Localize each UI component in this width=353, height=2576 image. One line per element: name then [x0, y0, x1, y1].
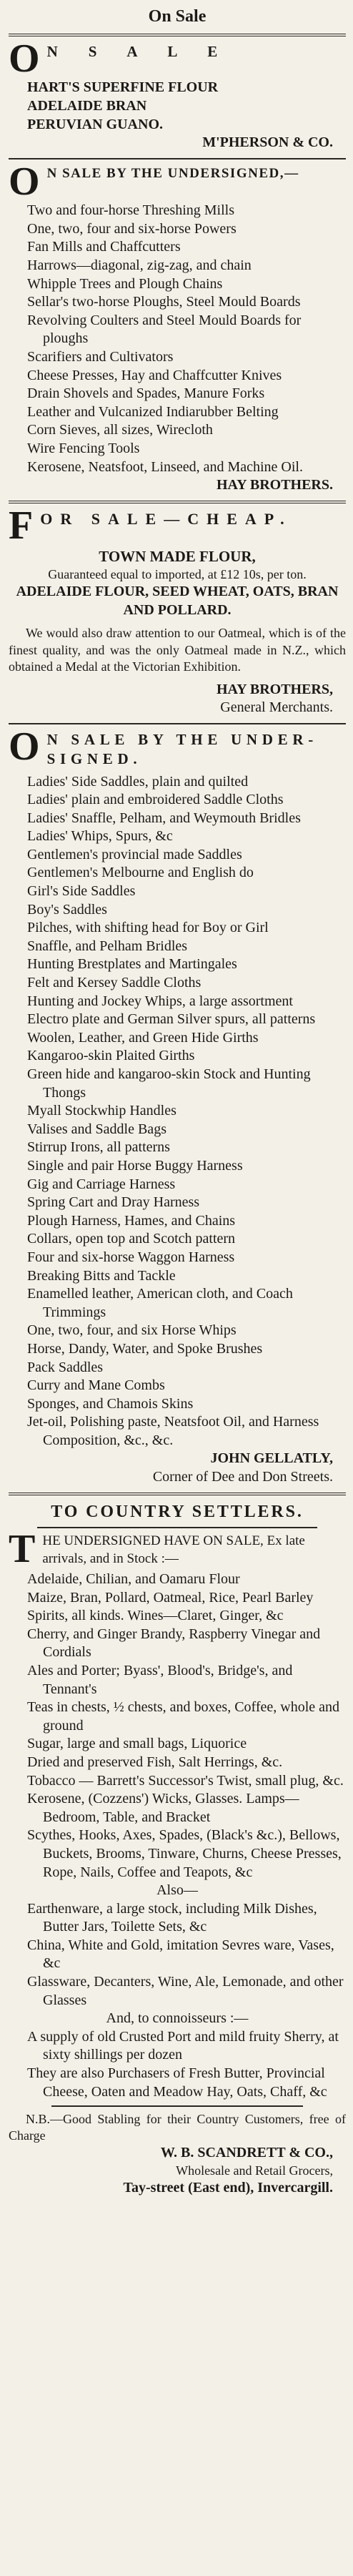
list-item: Gentlemen's Melbourne and English do [27, 865, 254, 881]
list-item: ADELAIDE BRAN [27, 97, 147, 114]
list-item: Kangaroo-skin Plaited Girths [27, 1048, 195, 1064]
ad-hay-brothers-machinery [9, 159, 346, 495]
ad-signature-address: Tay-street (East end), Invercargill. [123, 2179, 333, 2196]
divider [9, 1493, 346, 1495]
list-item: They are also Purchasers of Fresh Butter, Provincial Cheese, Oaten and Meadow Hay, Oats, Chaff, &c [27, 2065, 327, 2100]
list-item: Adelaide, Chilian, and Oamaru Flour [27, 1571, 240, 1587]
list-item: Four and six-horse Waggon Harness [27, 1249, 235, 1265]
list-item: Earthenware, a large stock, including Milk Dishes, Butter Jars, Toilette Sets, &c [27, 1900, 317, 1935]
list-item: Kerosene, (Cozzens') Wicks, Glasses. Lamps—Bedroom, Table, and Bracket [27, 1791, 299, 1825]
list-item: Also— [156, 1882, 198, 1899]
list-item: PERUVIAN GUANO. [27, 116, 163, 132]
list-item: Cheese Presses, Hay and Chaffcutter Knives [27, 367, 282, 383]
list-item: And, to connoisseurs :— [106, 2010, 249, 2027]
list-item: Ladies' plain and embroidered Saddle Cloths [27, 792, 284, 808]
list-item: Collars, open top and Scotch pattern [27, 1231, 236, 1247]
ad-signature: W. B. SCANDRETT & CO., [160, 2145, 333, 2161]
ad-john-gellatly [9, 724, 346, 1487]
ad-title: N SALE BY THE UNDER-SIGNED. [46, 730, 319, 767]
list-item: Single and pair Horse Buggy Harness [27, 1157, 243, 1174]
list-item: Teas in chests, ½ chests, and boxes, Coffee, whole and ground [27, 1699, 340, 1734]
list-item: Sponges, and Chamois Skins [27, 1395, 194, 1412]
divider [9, 158, 346, 159]
ad-mpherson [9, 36, 346, 152]
column-header: On Sale [148, 7, 207, 26]
divider [9, 723, 346, 724]
list-item: Jet-oil, Polishing paste, Neatsfoot Oil, and Harness Composition, &c., &c. [27, 1414, 319, 1448]
ad-intro: HE UNDERSIGNED HAVE ON SALE, Ex late arrivals, and in Stock :— [42, 1533, 305, 1566]
dropcap: O [9, 724, 40, 769]
list-item: Valises and Saddle Bags [27, 1121, 166, 1137]
list-item: Hunting Brestplates and Martingales [27, 956, 237, 973]
list-item: Corn Sieves, all sizes, Wirecloth [27, 422, 213, 438]
list-item: Gig and Carriage Harness [27, 1176, 176, 1192]
list-item: Felt and Kersey Saddle Cloths [27, 975, 202, 991]
list-item: Ladies' Whips, Spurs, &c [27, 828, 173, 845]
list-item: Girl's Side Saddles [27, 883, 136, 900]
list-item: Boy's Saddles [27, 901, 107, 918]
ad-heading: TO COUNTRY SETTLERS. [51, 1502, 304, 1521]
ad-guarantee: Guaranteed equal to imported, at £12 10s, per ton. [48, 567, 307, 582]
list-item: Ales and Porter; Byass', Blood's, Bridge's, and Tennant's [27, 1662, 293, 1697]
list-item: Stirrup Irons, all patterns [27, 1139, 170, 1156]
ad-products: ADELAIDE FLOUR, SEED WHEAT, OATS, BRAN AND POLLARD. [16, 584, 339, 618]
list-item: Woolen, Leather, and Green Hide Girths [27, 1029, 259, 1046]
list-item: Maize, Bran, Pollard, Oatmeal, Rice, Pearl Barley [27, 1589, 314, 1606]
ad-signature-sub: General Merchants. [220, 699, 333, 716]
list-item: Sugar, large and small bags, Liquorice [27, 1736, 247, 1752]
list-item: Whipple Trees and Plough Chains [27, 275, 223, 292]
list-item: Snaffle, and Pelham Bridles [27, 938, 188, 954]
ad-signature-sub: Corner of Dee and Don Streets. [152, 1469, 333, 1485]
list-item: Kerosene, Neatsfoot, Linseed, and Machine Oil. [27, 458, 303, 475]
list-item: Pilches, with shifting head for Boy or Girl [27, 920, 269, 936]
list-item: Plough Harness, Hames, and Chains [27, 1212, 236, 1229]
divider [51, 2105, 303, 2107]
list-item: Ladies' Side Saddles, plain and quilted [27, 773, 249, 790]
dropcap: T [9, 1527, 36, 1572]
ad-signature-sub: Wholesale and Retail Grocers, [176, 2163, 333, 2178]
list-item: A supply of old Crusted Port and mild fruity Sherry, at sixty shillings per dozen [27, 2028, 339, 2063]
ad-for-sale-cheap [9, 503, 346, 717]
list-item: Curry and Mane Combs [27, 1377, 165, 1394]
list-item: Breaking Bitts and Tackle [27, 1267, 176, 1284]
list-item: Glassware, Decanters, Wine, Ale, Lemonade, and other Glasses [27, 1974, 344, 2008]
list-item: One, two, four and six-horse Powers [27, 220, 237, 237]
dropcap: O [9, 159, 40, 204]
list-item: One, two, four, and six Horse Whips [27, 1322, 237, 1339]
list-item: Wire Fencing Tools [27, 441, 140, 456]
ad-paragraph: We would also draw attention to our Oatmeal, which is of the finest quality, and was the only Oatmeal made in N.Z., which obtained a Medal at the Victorian Exhibition. [9, 626, 346, 674]
list-item: Electro plate and German Silver spurs, all patterns [27, 1011, 316, 1028]
list-item: Spirits, all kinds. Wines—Claret, Ginger, &c [27, 1608, 284, 1624]
ad-title: N S A L E [46, 42, 232, 60]
list-item: Hunting and Jockey Whips, a large assortment [27, 993, 293, 1009]
ad-signature: HAY BROTHERS, [216, 681, 333, 697]
list-item: Dried and preserved Fish, Salt Herrings, &c. [27, 1754, 283, 1770]
ad-signature: JOHN GELLATLY, [210, 1450, 333, 1467]
ad-scandrett [9, 1501, 346, 2198]
dropcap: O [9, 36, 40, 81]
ad-subtitle: TOWN MADE FLOUR, [99, 548, 256, 566]
list-item: Tobacco — Barrett's Successor's Twist, small plug, &c. [27, 1772, 344, 1789]
ad-title: OR SALE—CHEAP. [40, 509, 292, 528]
list-item: Fan Mills and Chaffcutters [27, 239, 181, 255]
list-item: Enamelled leather, American cloth, and Coach Trimmings [27, 1286, 293, 1320]
divider [9, 501, 346, 503]
list-item: Gentlemen's provincial made Saddles [27, 846, 242, 862]
list-item: Ladies' Snaffle, Pelham, and Weymouth Bridles [27, 810, 301, 826]
list-item: Scythes, Hooks, Axes, Spades, (Black's &c.), Bellows, Buckets, Brooms, Tinware, Churns, Cheese Presses, Rope, Nails, Coffee and Teapots, &c [27, 1827, 342, 1880]
list-item: Horse, Dandy, Water, and Spoke Brushes [27, 1340, 263, 1357]
divider [9, 34, 346, 36]
dropcap: F [9, 503, 34, 548]
list-item: China, White and Gold, imitation Sevres ware, Vases, &c [27, 1937, 334, 1972]
list-item: HART'S SUPERFINE FLOUR [27, 79, 219, 96]
ad-note: N.B.—Good Stabling for their Country Customers, free of Charge [9, 2112, 346, 2143]
list-item: Green hide and kangaroo-skin Stock and Hunting Thongs [27, 1066, 311, 1101]
list-item: Two and four-horse Threshing Mills [27, 202, 235, 219]
list-item: Leather and Vulcanized Indiarubber Belting [27, 403, 279, 420]
ad-signature: M'PHERSON & CO. [202, 134, 333, 151]
list-item: Pack Saddles [27, 1359, 104, 1375]
list-item: Revolving Coulters and Steel Mould Boards for ploughs [27, 312, 302, 347]
list-item: Cherry, and Ginger Brandy, Raspberry Vinegar and Cordials [27, 1626, 321, 1661]
list-item: Scarifiers and Cultivators [27, 349, 174, 365]
ad-title: N SALE BY THE UNDERSIGNED,— [46, 165, 299, 181]
ad-signature: HAY BROTHERS. [216, 477, 333, 493]
divider [37, 1527, 317, 1528]
list-item: Harrows—diagonal, zig-zag, and chain [27, 257, 252, 274]
list-item: Drain Shovels and Spades, Manure Forks [27, 385, 265, 402]
list-item: Sellar's two-horse Ploughs, Steel Mould Boards [27, 294, 301, 310]
list-item: Spring Cart and Dray Harness [27, 1194, 200, 1211]
list-item: Myall Stockwhip Handles [27, 1103, 176, 1119]
